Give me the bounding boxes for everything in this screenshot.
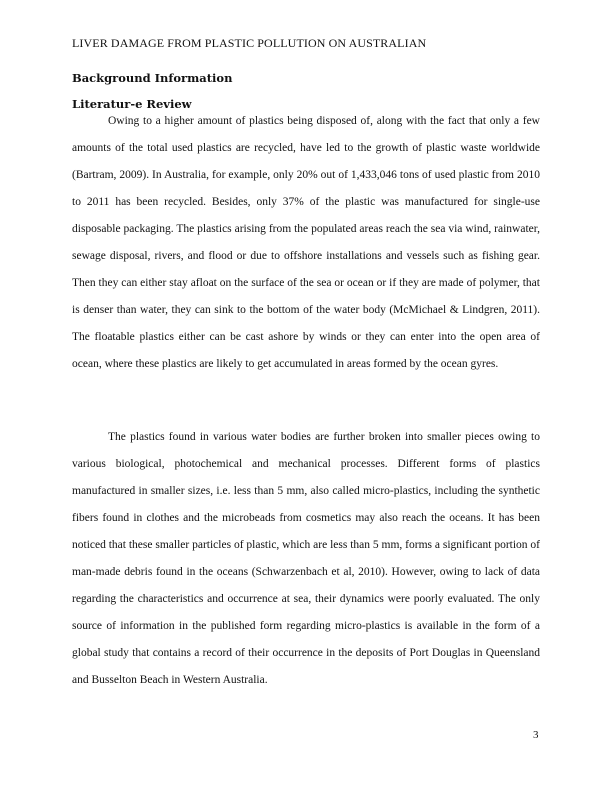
page-number: 3 <box>533 729 539 741</box>
body-paragraph-1: Owing to a higher amount of plastics being disposed of, along with the fact that only a few amounts of the total used plastics are recycled, have led to the growth of plastic waste worldwide (Bartram, 2009). In Australia, for example, only 20% out of 1,433,046 tons of used plastic from 2010 to 2011 has been recycled. Besides, only 37% of the plastic was manufactured for single-use disposable packaging. The plastics arising from the populated areas reach the sea via wind, rainwater, sewage disposal, rivers, and flood or due to offshore installations and vessels such as fishing gear. Then they can either stay afloat on the surface of the sea or ocean or if they are made of polymer, that is denser than water, they can sink to the bottom of the water body (McMichael & Lindgren, 2011). The floatable plastics either can be cast ashore by winds or they can enter into the open area of ocean, where these plastics are likely to get accumulated in areas formed by the ocean gyres. <box>72 115 540 370</box>
running-header: LIVER DAMAGE FROM PLASTIC POLLUTION ON AUSTRALIAN <box>72 36 427 50</box>
subsection-heading: Literatur-e Review <box>72 97 192 111</box>
body-paragraph-2: The plastics found in various water bodies are further broken into smaller pieces owing to various biological, photochemical and mechanical processes. Different forms of plastics manufactured in smaller sizes, i.e. less than 5 mm, also called micro-plastics, including the synthetic fibers found in clothes and the microbeads from cosmetics may also reach the oceans. It has been noticed that these smaller particles of plastic, which are less than 5 mm, forms a significant portion of man-made debris found in the oceans (Schwarzenbach et al, 2010). However, owing to lack of data regarding the characteristics and occurrence at sea, their dynamics were poorly evaluated. The only source of information in the published form regarding micro-plastics is available in the form of a global study that contains a record of their occurrence in the deposits of Port Douglas in Queensland and Busselton Beach in Western Australia. <box>72 431 540 686</box>
section-heading: Background Information <box>72 71 233 85</box>
